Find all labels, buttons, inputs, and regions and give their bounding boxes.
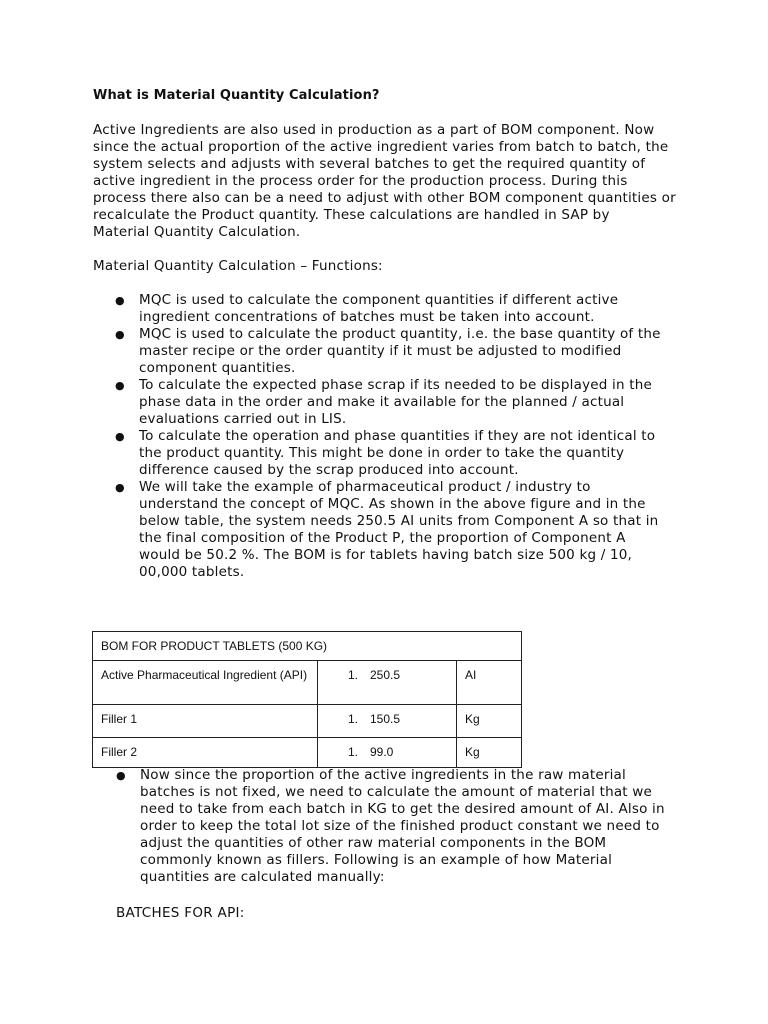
list-number: 1.: [348, 668, 359, 682]
table-cell-qty: [318, 661, 457, 705]
bullet-line: evaluations carried out in LIS.: [139, 411, 347, 427]
bullet-line: batches is not fixed, we need to calculate the amount of material that we: [140, 784, 653, 800]
table-cell-name: Filler 2: [93, 738, 318, 768]
bullet-line: 00,000 tablets.: [139, 564, 245, 580]
table-row: [93, 705, 522, 738]
bullet-dot-icon: ●: [115, 481, 125, 494]
bullet-dot-icon: ●: [115, 328, 125, 341]
table-cell-name: Active Pharmaceutical Ingredient (API): [93, 661, 318, 705]
bullet-line: component quantities.: [139, 360, 296, 376]
bullet-line: To calculate the operation and phase quantities if they are not identical to: [139, 428, 656, 444]
bullet-line: need to take from each batch in KG to get the desired amount of AI. Also in: [140, 801, 665, 817]
bullet-line: difference caused by the scrap produced into account.: [139, 462, 519, 478]
intro-line: Material Quantity Calculation.: [93, 224, 301, 240]
intro-line: system selects and adjusts with several batches to get the required quantity of: [93, 156, 646, 172]
bullet-line: order to keep the total lot size of the finished product constant we need to: [140, 818, 660, 834]
table-row: [93, 661, 522, 705]
bullet-dot-icon: ●: [116, 769, 126, 782]
bullet-line: the product quantity. This might be done in order to take the quantity: [139, 445, 625, 461]
table-cell-unit: Kg: [457, 705, 522, 738]
bullet-dot-icon: ●: [115, 379, 125, 392]
bullet-line: adjust the quantities of other raw material components in the BOM: [140, 835, 607, 851]
bullet-line: below table, the system needs 250.5 AI units from Component A so that in: [139, 513, 659, 529]
bullet-line: MQC is used to calculate the component quantities if different active: [139, 292, 619, 308]
bullet-line: We will take the example of pharmaceutical product / industry to: [139, 479, 591, 495]
table-cell-name: Filler 1: [93, 705, 318, 738]
bullet-line: Now since the proportion of the active ingredients in the raw material: [140, 767, 626, 783]
intro-line: active ingredient in the process order for the production process. During this: [93, 173, 628, 189]
list-number: 1.: [348, 712, 359, 726]
intro-paragraph: [93, 122, 693, 241]
bullet-line: quantities are calculated manually:: [140, 869, 385, 885]
bom-table: [92, 631, 522, 768]
bullet-line: the final composition of the Product P, the proportion of Component A: [139, 530, 626, 546]
bullet-line: master recipe or the order quantity if it must be adjusted to modified: [139, 343, 622, 359]
bullet-dot-icon: ●: [115, 294, 125, 307]
bullet-line: understand the concept of MQC. As shown in the above figure and in the: [139, 496, 646, 512]
table-cell-unit: AI: [457, 661, 522, 705]
bullet-line: would be 50.2 %. The BOM is for tablets having batch size 500 kg / 10,: [139, 547, 633, 563]
bullet-line: phase data in the order and make it available for the planned / actual: [139, 394, 625, 410]
document-title: What is Material Quantity Calculation?: [93, 88, 380, 103]
bullet-line: commonly known as fillers. Following is an example of how Material: [140, 852, 613, 868]
intro-line: recalculate the Product quantity. These calculations are handled in SAP by: [93, 207, 610, 223]
qty-value: 250.5: [370, 668, 401, 682]
bullet-line: MQC is used to calculate the product quantity, i.e. the base quantity of the: [139, 326, 661, 342]
bullet-line: ingredient concentrations of batches must be taken into account.: [139, 309, 595, 325]
qty-value: 150.5: [370, 712, 401, 726]
batches-heading: BATCHES FOR API:: [116, 905, 245, 921]
table-header-cell: BOM FOR PRODUCT TABLETS (500 KG): [93, 632, 522, 661]
functions-heading: Material Quantity Calculation – Functions:: [93, 258, 383, 274]
intro-line: process there also can be a need to adjust with other BOM component quantities or: [93, 190, 676, 206]
table-header-row: [93, 632, 522, 661]
bullet-line: To calculate the expected phase scrap if its needed to be displayed in the: [139, 377, 653, 393]
table-cell-unit: Kg: [457, 738, 522, 768]
table-cell-qty: [318, 738, 457, 768]
table-cell-qty: [318, 705, 457, 738]
bullet-dot-icon: ●: [115, 430, 125, 443]
qty-value: 99.0: [370, 745, 394, 759]
table-row: [93, 738, 522, 768]
intro-line: since the actual proportion of the active ingredient varies from batch to batch, the: [93, 139, 669, 155]
list-number: 1.: [348, 745, 359, 759]
intro-line: Active Ingredients are also used in production as a part of BOM component. Now: [93, 122, 655, 138]
